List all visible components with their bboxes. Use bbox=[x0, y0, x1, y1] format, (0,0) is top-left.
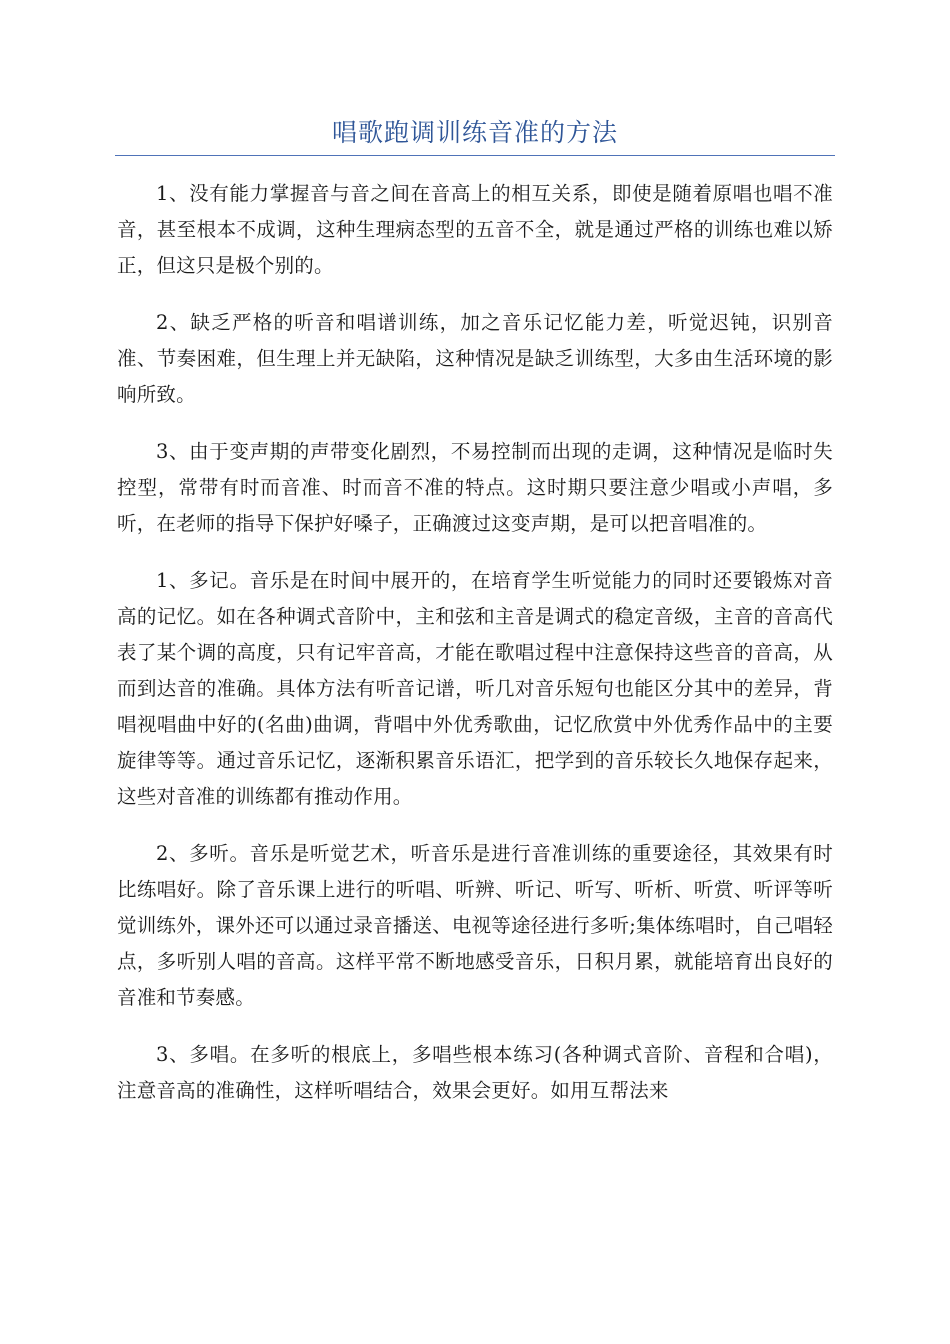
paragraph: 3、由于变声期的声带变化剧烈，不易控制而出现的走调，这种情况是临时失控型，常带有时而音准、时而音不准的特点。这时期只要注意少唱或小声唱，多听，在老师的指导下保护好嗓子，正确渡过这变声期，是可以把音唱准的。 bbox=[117, 440, 833, 535]
paragraph: 2、多听。音乐是听觉艺术，听音乐是进行音准训练的重要途径，其效果有时比练唱好。除了音乐课上进行的听唱、听辨、听记、听写、听析、听赏、听评等听觉训练外，课外还可以通过录音播送、电视等途径进行多听;集体练唱时，自己唱轻点，多听别人唱的音高。这样平常不断地感受音乐，日积月累，就能培育出良好的音准和节奏感。 bbox=[117, 842, 833, 1009]
document-title: 唱歌跑调训练音准的方法 bbox=[331, 118, 618, 147]
title-underline bbox=[115, 155, 835, 156]
paragraph: 1、多记。音乐是在时间中展开的，在培育学生听觉能力的同时还要锻炼对音高的记忆。如在各种调式音阶中，主和弦和主音是调式的稳定音级，主音的音高代表了某个调的高度，只有记牢音高，才能在歌唱过程中注意保持这些音的音高，从而到达音的准确。具体方法有听音记谱，听几对音乐短句也能区分其中的差异，背唱视唱曲中好的(名曲)曲调，背唱中外优秀歌曲，记忆欣赏中外优秀作品中的主要旋律等等。通过音乐记忆，逐渐积累音乐语汇，把学到的音乐较长久地保存起来，这些对音准的训练都有推动作用。 bbox=[117, 569, 833, 808]
document-body bbox=[117, 176, 833, 1130]
paragraph: 2、缺乏严格的听音和唱谱训练，加之音乐记忆能力差，听觉迟钝，识别音准、节奏困难，但生理上并无缺陷，这种情况是缺乏训练型，大多由生活环境的影响所致。 bbox=[117, 311, 833, 406]
paragraph: 1、没有能力掌握音与音之间在音高上的相互关系，即使是随着原唱也唱不准音，甚至根本不成调，这种生理病态型的五音不全，就是通过严格的训练也难以矫正，但这只是极个别的。 bbox=[117, 182, 833, 277]
paragraph: 3、多唱。在多听的根底上，多唱些根本练习(各种调式音阶、音程和合唱)，注意音高的准确性，这样听唱结合，效果会更好。如用互帮法来 bbox=[117, 1043, 833, 1102]
